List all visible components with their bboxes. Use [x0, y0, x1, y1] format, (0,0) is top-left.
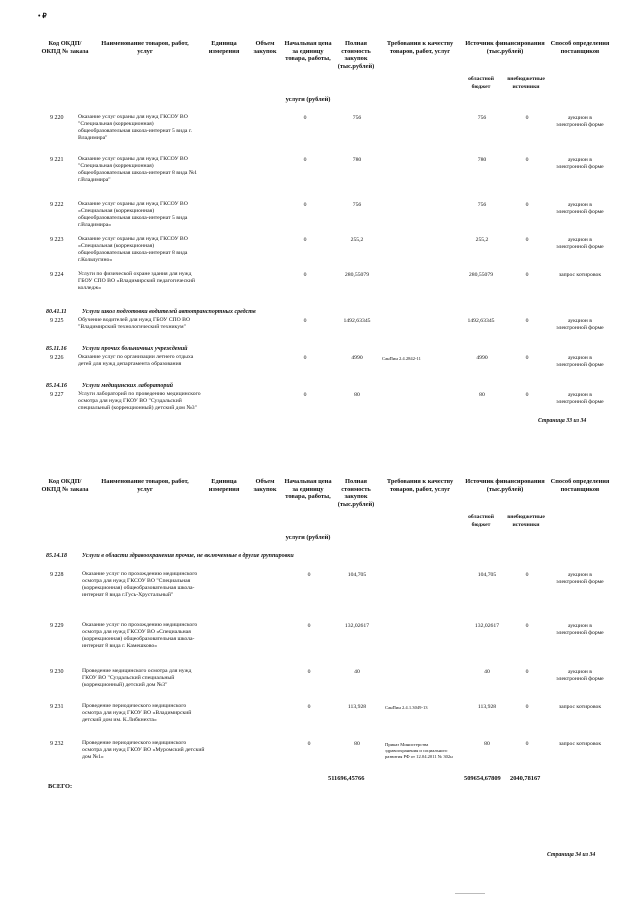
- row-cost: 132,02617: [344, 623, 370, 629]
- scan-mark: • ₽: [38, 12, 47, 20]
- row-code: 9 223: [50, 237, 64, 243]
- row-extra: 0: [525, 237, 529, 243]
- row-method: аукцион в электронной форме: [556, 115, 604, 128]
- total-regional: 509654,67809: [464, 775, 501, 782]
- row-code: 9 228: [50, 572, 64, 578]
- header-code: Код ОКДП/ ОКПД № заказа: [41, 40, 89, 55]
- row-code: 9 232: [50, 741, 64, 747]
- row-extra: 0: [525, 623, 529, 629]
- header-full-cost: Полная стоимость закупок (тыс.рублей): [337, 40, 375, 70]
- row-extra: 0: [525, 355, 529, 361]
- row-cost: 113,928: [347, 704, 367, 710]
- row-price: 0: [307, 623, 311, 629]
- header-name: Наименование товаров, работ, услуг: [101, 478, 189, 493]
- row-cost: 80: [354, 392, 360, 398]
- header-start-price: Начальная цена за единицу товара, работы,: [284, 478, 332, 501]
- row-name: Услуги по физической охране здания для нужд ГБОУ СПО ВО «Владимирский педагогический колледж»: [78, 271, 195, 291]
- total-extra: 2040,78167: [510, 775, 541, 782]
- row-extra: 0: [525, 202, 529, 208]
- group-code: 80.41.11: [46, 309, 67, 315]
- row-name: Услуги лабораторий по проведению медицинского осмотра для нужд ГКОУ ВО "Суздальский специальный (коррекционный) детский дом №3": [78, 391, 201, 411]
- row-regional: 80: [479, 392, 485, 398]
- row-name: Оказание услуг охраны для нужд ГКСОУ ВО "Специальная (коррекционная) общеобразовательная школа-интернат 8 вида №1 г.Владимира": [78, 156, 198, 183]
- header-extrabudget: внебюджетные источники: [507, 76, 545, 90]
- row-extra: 0: [525, 704, 529, 710]
- row-regional: 255,2: [475, 237, 489, 243]
- row-extra: 0: [525, 115, 529, 121]
- row-extra: 0: [525, 669, 529, 675]
- row-name: Оказание услуг охраны для нужд ГКСОУ ВО "Специальная (коррекционная) общеобразовательная школа-интернат 5 вида г. Владимира": [78, 114, 192, 141]
- row-method: аукцион в электронной форме: [556, 572, 604, 585]
- group-heading: [46, 383, 346, 390]
- row-requirements: Приказ Министерства здравоохранения и социального развития РФ от 12.04.2011 № 302н: [385, 742, 453, 759]
- row-regional: 780: [477, 157, 487, 163]
- header-name: Наименование товаров, работ, услуг: [101, 40, 189, 55]
- row-name: Оказание услуг охраны для нужд ГКСОУ ВО «Специальная (коррекционная) общеобразовательная школа-интернат 5 вида г.Владимира»: [78, 201, 188, 228]
- row-price: 0: [303, 115, 307, 121]
- row-price: 0: [303, 392, 307, 398]
- row-extra: 0: [525, 392, 529, 398]
- row-name: Оказание услуг охраны для нужд ГКСОУ ВО «Специальная (коррекционная) общеобразовательная школа-интернат 8 вида г.Кольчугино»: [78, 236, 188, 263]
- row-extra: 0: [525, 272, 529, 278]
- row-cost: 104,705: [347, 572, 367, 578]
- row-cost: 1492,63345: [343, 318, 371, 324]
- row-method: аукцион в электронной форме: [556, 157, 604, 170]
- total-label: ВСЕГО:: [48, 783, 73, 790]
- page-number: Страница 33 из 34: [538, 418, 587, 424]
- group-heading: [46, 553, 386, 560]
- row-cost: 756: [352, 202, 362, 208]
- row-code: 9 221: [50, 157, 64, 163]
- row-cost: 40: [354, 669, 360, 675]
- row-name: Оказание услуг по прохождению медицинского осмотра для нужд ГКСОУ ВО «Специальная (коррекционная) общеобразовательная школа-интернат 8 вида г. Камешково»: [82, 622, 198, 649]
- header-requirements: Требования к качеству товаров, работ, услуг: [386, 40, 454, 55]
- row-regional: 132,02617: [474, 623, 500, 629]
- row-price: 0: [307, 704, 311, 710]
- header-regional: областной бюджет: [468, 514, 494, 528]
- row-price: 0: [303, 202, 307, 208]
- row-code: 9 224: [50, 272, 64, 278]
- row-regional: 104,705: [477, 572, 497, 578]
- row-method: запрос котировок: [558, 272, 602, 278]
- header-start-price: Начальная цена за единицу товара, работы,: [284, 40, 332, 63]
- header-method: Способ определения поставщиков: [550, 40, 610, 55]
- row-regional: 280,55079: [468, 272, 494, 278]
- group-title: Услуги медицинских лабораторий: [82, 383, 174, 389]
- header-regional: областной бюджет: [468, 76, 494, 90]
- row-price: 0: [303, 355, 307, 361]
- row-name: Обучение водителей для нужд ГБОУ СПО ВО "Владимирский технологический техникум": [78, 317, 191, 330]
- row-price: 0: [303, 318, 307, 324]
- row-regional: 4990: [476, 355, 488, 361]
- header-full-cost: Полная стоимость закупок (тыс.рублей): [337, 478, 375, 508]
- header-volume: Объем закупок: [253, 40, 277, 55]
- row-code: 9 231: [50, 704, 64, 710]
- row-cost: 280,55079: [344, 272, 370, 278]
- row-code: 9 227: [50, 392, 64, 398]
- total-cost: 511696,45766: [328, 775, 365, 782]
- group-code: 85.14.16: [46, 383, 67, 389]
- row-price: 0: [303, 272, 307, 278]
- row-price: 0: [307, 669, 311, 675]
- row-cost: 780: [352, 157, 362, 163]
- row-price: 0: [303, 237, 307, 243]
- row-code: 9 226: [50, 355, 64, 361]
- row-method: запрос котировок: [558, 741, 602, 747]
- row-code: 9 230: [50, 669, 64, 675]
- header-unit: Единица измерения: [208, 40, 240, 55]
- header-method: Способ определения поставщиков: [550, 478, 610, 493]
- row-price: 0: [307, 741, 311, 747]
- row-name: Проведение медицинского осмотра для нужд ГКОУ ВО "Суздальский специальный (коррекционный) детский дом №3": [82, 668, 192, 688]
- row-regional: 1492,63345: [467, 318, 495, 324]
- group-code: 85.14.18: [46, 553, 67, 559]
- row-extra: 0: [525, 157, 529, 163]
- row-cost: 80: [354, 741, 360, 747]
- group-heading: [46, 346, 346, 353]
- row-code: 9 229: [50, 623, 64, 629]
- row-method: запрос котировок: [558, 704, 602, 710]
- group-title: Услуги в области здравоохранения прочие, не включенные в другие группировки: [82, 553, 294, 559]
- row-method: аукцион в электронной форме: [556, 355, 604, 368]
- row-extra: 0: [525, 572, 529, 578]
- scan-artifact: [455, 893, 485, 894]
- row-cost: 255,2: [350, 237, 364, 243]
- row-code: 9 222: [50, 202, 64, 208]
- header-unit: Единица измерения: [208, 478, 240, 493]
- row-name: Оказание услуг по прохождению медицинского осмотра для нужд ГКСОУ ВО "Специальная (коррекционная) общеобразовательная школа-интернат 8 вида г.Гусь-Хрустальный": [82, 571, 198, 598]
- header-requirements: Требования к качеству товаров, работ, услуг: [386, 478, 454, 493]
- row-cost: 756: [352, 115, 362, 121]
- row-requirements: СанПин 2.4.1.3049-13: [385, 705, 428, 710]
- group-title: Услуги школ подготовки водителей автотранспортных средств: [82, 309, 256, 315]
- row-method: аукцион в электронной форме: [556, 669, 604, 682]
- row-regional: 113,928: [477, 704, 497, 710]
- header-extrabudget: внебюджетные источники: [507, 514, 545, 528]
- row-method: аукцион в электронной форме: [556, 318, 604, 331]
- header-volume: Объем закупок: [253, 478, 277, 493]
- row-regional: 756: [477, 115, 487, 121]
- row-name: Проведение периодического медицинского осмотра для нужд ГКОУ ВО «Муромский детский дом №1»: [82, 740, 205, 760]
- row-regional: 80: [484, 741, 490, 747]
- row-price: 0: [307, 572, 311, 578]
- page-number: Страница 34 из 34: [547, 852, 596, 858]
- header-source: Источник финансирования (тыс.рублей): [465, 40, 545, 55]
- group-code: 85.11.16: [46, 346, 67, 352]
- header-source: Источник финансирования (тыс.рублей): [465, 478, 545, 493]
- row-name: Проведение периодического медицинского осмотра для нужд ГКОУ ВО «Владимирский детский дом им. К.Либкнехта»: [82, 703, 192, 723]
- row-code: 9 220: [50, 115, 64, 121]
- row-method: аукцион в электронной форме: [556, 392, 604, 405]
- row-method: аукцион в электронной форме: [556, 202, 604, 215]
- row-name: Оказание услуг по организации летнего отдыха детей для нужд департамента образования: [78, 354, 194, 367]
- row-cost: 4990: [351, 355, 363, 361]
- header-start-price-services: услуги (рублей): [285, 96, 331, 103]
- row-extra: 0: [525, 318, 529, 324]
- row-requirements: СанПин 2.4.2842-11: [382, 356, 421, 361]
- group-title: Услуги прочих больничных учреждений: [82, 346, 188, 352]
- header-start-price-services: услуги (рублей): [285, 534, 331, 541]
- row-regional: 756: [477, 202, 487, 208]
- row-method: аукцион в электронной форме: [556, 623, 604, 636]
- row-regional: 40: [484, 669, 490, 675]
- row-method: аукцион в электронной форме: [556, 237, 604, 250]
- header-code: Код ОКДП/ ОКПД № заказа: [41, 478, 89, 493]
- row-code: 9 225: [50, 318, 64, 324]
- row-price: 0: [303, 157, 307, 163]
- group-heading: [46, 309, 346, 316]
- row-extra: 0: [525, 741, 529, 747]
